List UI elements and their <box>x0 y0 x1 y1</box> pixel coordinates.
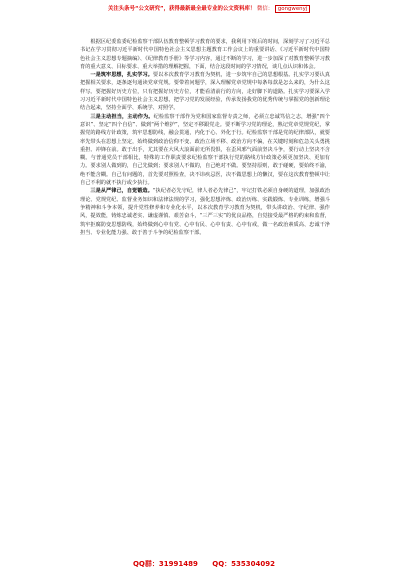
paragraph-point-2 <box>80 113 330 188</box>
contact-footer <box>0 558 408 570</box>
footer-qq: QQ：535304092 <box>212 560 276 568</box>
paragraph-heading: 一是筑牢思想，扎实学习。 <box>90 72 153 79</box>
banner-wechat-id[interactable]: gongwenyj <box>275 5 310 13</box>
footer-qq-group: QQ群：31991489 <box>132 560 198 568</box>
paragraph-text: 要以本次教育学习教育为契机，进一步筑牢自己的思想根基。扎实学习要认真把握相关要求，逐条逐句通读党章党规。要带着问题学，深入理解党章党规中每条每款是怎么来的，为什么这样写。要把握好历史方位，只有把握好历史方位，才能看清前行的方向，走好脚下的道路。扎实学习要深入学习习近平新时代中国特色社会主义思想，把学习党的发展经验，传承发扬我党的优秀传统与掌握党的创新理论结合起来，坚持全面学、系统学、对照学。 <box>80 72 330 112</box>
paragraph-point-3 <box>80 187 330 237</box>
paragraph-text: 根据区纪委监委纪检监察干部队伍教育整顿学习教育的要求，我利用下班后的时间，深刻学习了习近平总书记在学习贯彻习近平新时代中国特色社会主义思想主题教育工作会议上的重要讲话、《习近平新时代中国特色社会主义思想专题摘编》、《纪律教育手册》等学习内容，通过不断的学习，进一步加深了对教育整顿学习教育的重大意义、目标要求、重大举措的理解把握，下面，结合这段时间的学习情况，谈几点认识和体会。 <box>80 39 330 70</box>
banner-lead-text: 关注头条号“公文研究”，获得最新最全最专业的公文资料库！ <box>108 6 256 12</box>
paragraph-heading: 三是从严律己，自觉锻造。 <box>90 188 153 195</box>
paragraph-intro <box>80 38 330 71</box>
banner-wechat-label: 微信： <box>256 6 274 12</box>
paragraph-heading: 三是主动担当，主动作为。 <box>90 113 154 120</box>
paragraph-point-1 <box>80 71 330 112</box>
paragraph-text: 纪检监察干部作为党和国家监督专责之师，必须立忠诚笃信之志，增强“四个意识”、坚定“四个自信”、做到“两个维护”，坚定不移跟党走。要不断学习党的理论，熟记党章党规党纪，掌握党的路线方针政策，筑牢思想防线，融会贯通，内化于心、外化于行。纪检监察干部是党的纪律部队，就要率先带头在思想上坚定，始终做到政治信仰不变、政治立场不移、政治方向不偏，在关键时刻和危急关头勇挑重担、冲锋在前。敢于出手，尤其要在大风大浪面前无所畏惧，在歪风邪气面前坚决斗争，要行动上坚决不含糊。与普通党员干部相比，特殊的工作职责要求纪检监察干部执行党的路线方针政策必须更加坚决、更加有力。要求别人做到的，自己先做到；要求别人不做的，自己绝对不做。要坚持原则，敢于碰硬，要始终不渝，绝不能含糊。自己有问题的，首先要对照检查，决不讳疾忌医，决不做思想上的懒汉，要在这次教育整顿中让自己不利的就不执行或少执行。 <box>80 113 330 187</box>
document-body <box>80 38 330 388</box>
paragraph-text: “执纪者必先守纪，律人者必先律己”，牢记打铁必须自身硬的道理，加强政治理论、党规党纪、监督业务知识和法律法规的学习，强化思想淬炼、政治历练、实践锻炼、专业训练，增强斗争精神和斗争本领，提升党性修养和专业化水平，以本次教育学习教育为契机，带头讲政治、守纪律、强作风，提效能，铸炼忠诚老实、谦虚谨慎、艰苦奋斗，“三严三实”的优良品格，自觉接受最严格的约束和监督，筑牢拒腐防变思想防线，始终做到心中有党、心中有民、心中有责、心中有戒，做一名政治素质高、忠诚干净担当、专业化能力强、敢于善于斗争的纪检监察干部。 <box>80 188 330 236</box>
promo-banner <box>108 3 352 15</box>
